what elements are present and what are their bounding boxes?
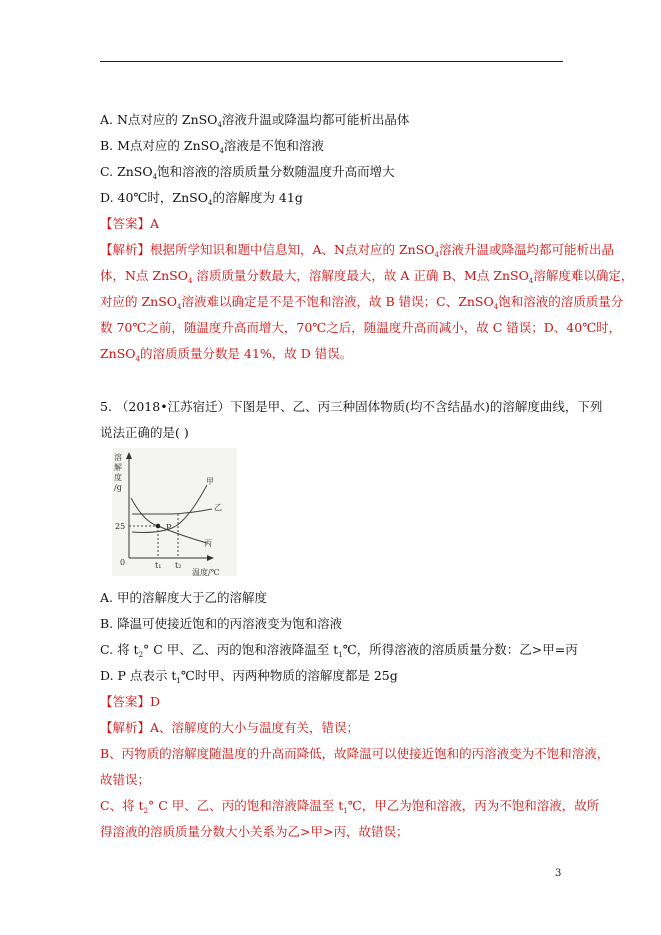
q5-analysis-line <box>100 824 408 840</box>
text-segment: 【答案】A <box>100 216 160 231</box>
ylabel-3: 度 <box>114 473 122 482</box>
subscript: 1 <box>343 807 348 815</box>
text-segment: A. 甲的溶解度大于乙的溶解度 <box>100 590 267 605</box>
q5-analysis-line <box>100 746 609 762</box>
text-segment: ° C 甲、乙、丙的饱和溶液降温至 t <box>148 798 344 813</box>
text-segment: 体，N点 ZnSO <box>100 268 188 283</box>
text-segment: ZnSO <box>100 346 136 361</box>
q4-analysis-line <box>100 346 352 367</box>
ylabel-2: 解 <box>114 463 122 472</box>
header-rule <box>100 61 563 62</box>
q4-analysis-line <box>100 268 633 289</box>
text-segment: 【解析】根据所学知识和题中信息知，A、N点对应的 ZnSO <box>100 242 435 257</box>
text-segment: 饱和溶液的溶质质量分 <box>498 294 624 309</box>
q4-analysis-line <box>100 320 621 336</box>
text-segment: C. 将 t <box>100 642 139 657</box>
y-tick-25: 25 <box>115 522 126 531</box>
text-segment: B. 降温可使接近饱和的丙溶液变为饱和溶液 <box>100 616 343 631</box>
q4-options-line <box>100 164 395 185</box>
text-segment: 溶质质量分数最大，溶解度最大，故 A 正确 B、M点 ZnSO <box>192 268 529 283</box>
text-segment: B、丙物质的溶解度随温度的升高而降低，故降温可以使接近饱和的丙溶液变为不饱和溶液， <box>100 746 610 761</box>
text-segment: 的溶质质量分数是 41%，故 D 错误。 <box>140 346 353 361</box>
ylabel-4: /g <box>114 483 122 492</box>
subscript: 2 <box>143 807 149 815</box>
subscript: 4 <box>528 277 534 285</box>
subscript: 1 <box>176 677 181 685</box>
text-segment: ℃，甲乙为饱和溶液，丙为不饱和溶液，故所 <box>347 798 600 813</box>
series-label-bing: 丙 <box>204 539 212 548</box>
subscript: 1 <box>338 651 343 659</box>
text-segment: A. N点对应的 ZnSO <box>100 112 218 127</box>
subscript: 2 <box>138 651 144 659</box>
subscript: 4 <box>135 355 141 363</box>
subscript: 4 <box>217 121 222 129</box>
text-segment: 5. （2018•江苏宿迁）下图是甲、乙、丙三种固体物质(均不含结晶水)的溶解度曲线，下列 <box>100 399 603 414</box>
solubility-curve-figure <box>112 448 237 576</box>
q5-stem-line <box>100 399 602 415</box>
text-segment: B. M点对应的 ZnSO <box>100 138 220 153</box>
subscript: 4 <box>219 147 224 155</box>
ylabel-1: 溶 <box>114 453 122 462</box>
q5-answer-line <box>100 694 160 710</box>
q4-options-line <box>100 112 409 133</box>
text-segment: 说法正确的是( ) <box>100 425 189 440</box>
series-label-yi: 乙 <box>214 503 222 512</box>
text-segment: ℃，所得溶液的溶质质量分数：乙>甲=丙 <box>342 642 578 657</box>
text-segment: ℃时甲、丙两种物质的溶解度都是 25g <box>180 668 398 683</box>
origin-label: 0 <box>120 558 126 567</box>
text-segment: 故错误； <box>100 772 151 787</box>
page-number: 3 <box>555 868 562 879</box>
x-tick-t2: t₂ <box>175 561 182 570</box>
q4-analysis-line <box>100 294 623 315</box>
text-segment: D. P 点表示 t <box>100 668 177 683</box>
series-label-jia: 甲 <box>206 477 214 486</box>
point-label: P <box>166 523 172 532</box>
q4-options-line <box>100 190 303 211</box>
subscript: 4 <box>187 277 193 285</box>
q5-options-line <box>100 590 267 606</box>
text-segment: 溶解度难以确定， <box>533 268 634 283</box>
text-segment: 【答案】D <box>100 694 161 709</box>
q5-options-line <box>100 642 578 663</box>
text-segment: 溶液升温或降温均都可能析出晶体 <box>221 112 410 127</box>
q5-analysis-line <box>100 720 359 736</box>
text-segment: 对应的 ZnSO <box>100 294 178 309</box>
q5-options-line <box>100 668 398 689</box>
q4-analysis-line <box>100 242 614 263</box>
text-segment: 溶液升温或降温均都可能析出晶 <box>438 242 614 257</box>
text-segment: 【解析】A、溶解度的大小与温度有关，错误； <box>100 720 360 735</box>
x-tick-t1: t₁ <box>155 561 162 570</box>
q5-analysis-line <box>100 798 599 819</box>
q4-options-line <box>100 138 324 159</box>
point-p <box>156 524 161 529</box>
subscript: 4 <box>177 303 182 311</box>
text-segment: 的溶解度为 41g <box>212 190 303 205</box>
text-segment: ° C 甲、乙、丙的饱和溶液降温至 t <box>143 642 339 657</box>
figure-background <box>112 448 237 576</box>
q5-stem-line <box>100 425 189 441</box>
text-segment: D. 40℃时，ZnSO <box>100 190 208 205</box>
text-segment: C. ZnSO <box>100 164 153 179</box>
text-segment: 饱和溶液的溶质质量分数随温度升高而增大 <box>157 164 395 179</box>
q4-answer-line <box>100 216 159 232</box>
q5-options-line <box>100 616 342 632</box>
text-segment: C、将 t <box>100 798 144 813</box>
subscript: 4 <box>434 251 439 259</box>
x-axis-label: 温度/℃ <box>192 568 220 576</box>
subscript: 4 <box>493 303 499 311</box>
subscript: 4 <box>207 199 213 207</box>
text-segment: 数 70℃之前，随温度升高而增大，70℃之后，随温度升高而减小，故 C 错误；D、40℃时， <box>100 320 622 335</box>
text-segment: 溶液是不饱和溶液 <box>223 138 324 153</box>
q5-analysis-line <box>100 772 150 788</box>
subscript: 4 <box>152 173 158 181</box>
text-segment: 得溶液的溶质质量分数大小关系为乙>甲>丙，故错误； <box>100 824 409 839</box>
text-segment: 溶液难以确定是不是不饱和溶液，故 B 错误；C、ZnSO <box>181 294 494 309</box>
